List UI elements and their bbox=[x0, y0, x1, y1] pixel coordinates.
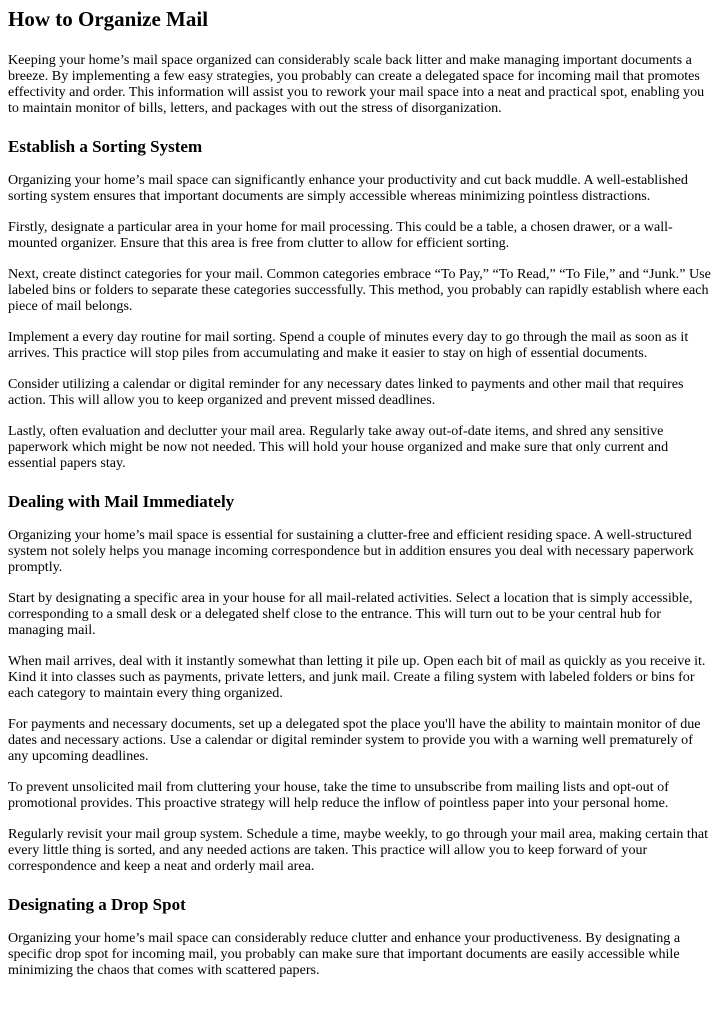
intro-paragraph: Keeping your home’s mail space organized can considerably scale back litter and make managing important documents a breeze. By implementing a few easy strategies, you probably can create a delegated space for incoming mail that promotes effectivity and order. This information will assist you to rework your mail space into a neat and practical spot, enabling you to maintain monitor of bills, letters, and packages with out the stress of disorganization. bbox=[8, 52, 705, 116]
paragraph: Lastly, often evaluation and declutter your mail area. Regularly take away out-of-date items, and shred any sensitive paperwork which might be now not needed. This will hold your house organized and make sure that only current and essential papers stay. bbox=[8, 423, 669, 471]
paragraph: Consider utilizing a calendar or digital reminder for any necessary dates linked to payments and other mail that requires action. This will allow you to keep organized and prevent missed deadlines. bbox=[8, 376, 684, 408]
section-heading-drop-spot: Designating a Drop Spot bbox=[8, 895, 186, 914]
section-heading-dealing-with-mail: Dealing with Mail Immediately bbox=[8, 492, 235, 511]
paragraph: To prevent unsolicited mail from cluttering your house, take the time to unsubscribe from mailing lists and opt-out of promotional provides. This proactive strategy will help reduce the inflow of pointless paper into your personal home. bbox=[8, 779, 669, 811]
paragraph: Organizing your home’s mail space can significantly enhance your productivity and cut back muddle. A well-established sorting system ensures that important documents are simply accessible whereas minimizing pointless distractions. bbox=[8, 172, 688, 204]
section-heading-sorting-system: Establish a Sorting System bbox=[8, 137, 203, 156]
paragraph: Start by designating a specific area in your house for all mail-related activities. Select a location that is simply accessible, corresponding to a small desk or a delegated shelf close to the entrance. This will turn out to be your central hub for managing mail. bbox=[8, 590, 693, 638]
paragraph: For payments and necessary documents, set up a delegated spot the place you'll have the ability to maintain monitor of due dates and necessary actions. Use a calendar or digital reminder system to provide you with a warning well prematurely of any upcoming deadlines. bbox=[8, 716, 701, 764]
paragraph: Organizing your home’s mail space can considerably reduce clutter and enhance your productiveness. By designating a specific drop spot for incoming mail, you probably can make sure that important documents are easily accessible while minimizing the chaos that comes with scattered papers. bbox=[8, 930, 681, 978]
page-title: How to Organize Mail bbox=[8, 7, 209, 31]
paragraph: When mail arrives, deal with it instantly somewhat than letting it pile up. Open each bit of mail as quickly as you receive it. Kind it into classes such as payments, private letters, and junk mail. Create a filing system with labeled folders or bins for each category to maintain every thing organized. bbox=[8, 653, 706, 701]
paragraph: Next, create distinct categories for your mail. Common categories embrace “To Pay,” “To Read,” “To File,” and “Junk.” Use labeled bins or folders to separate these categories successfully. This method, you probably can rapidly establish where each piece of mail belongs. bbox=[8, 266, 711, 314]
paragraph: Implement a every day routine for mail sorting. Spend a couple of minutes every day to go through the mail as soon as it arrives. This practice will stop piles from accumulating and make it easier to stay on high of essential documents. bbox=[8, 329, 689, 361]
paragraph: Regularly revisit your mail group system. Schedule a time, maybe weekly, to go through your mail area, making certain that every little thing is sorted, and any needed actions are taken. This practice will allow you to keep forward of your correspondence and keep a neat and orderly mail area. bbox=[8, 826, 709, 874]
paragraph: Firstly, designate a particular area in your home for mail processing. This could be a table, a chosen drawer, or a wall-mounted organizer. Ensure that this area is free from clutter to allow for efficient sorting. bbox=[8, 219, 673, 251]
paragraph: Organizing your home’s mail space is essential for sustaining a clutter-free and efficient residing space. A well-structured system not solely helps you manage incoming correspondence but in addition ensures you deal with necessary paperwork promptly. bbox=[8, 527, 694, 575]
article bbox=[0, 5, 720, 978]
